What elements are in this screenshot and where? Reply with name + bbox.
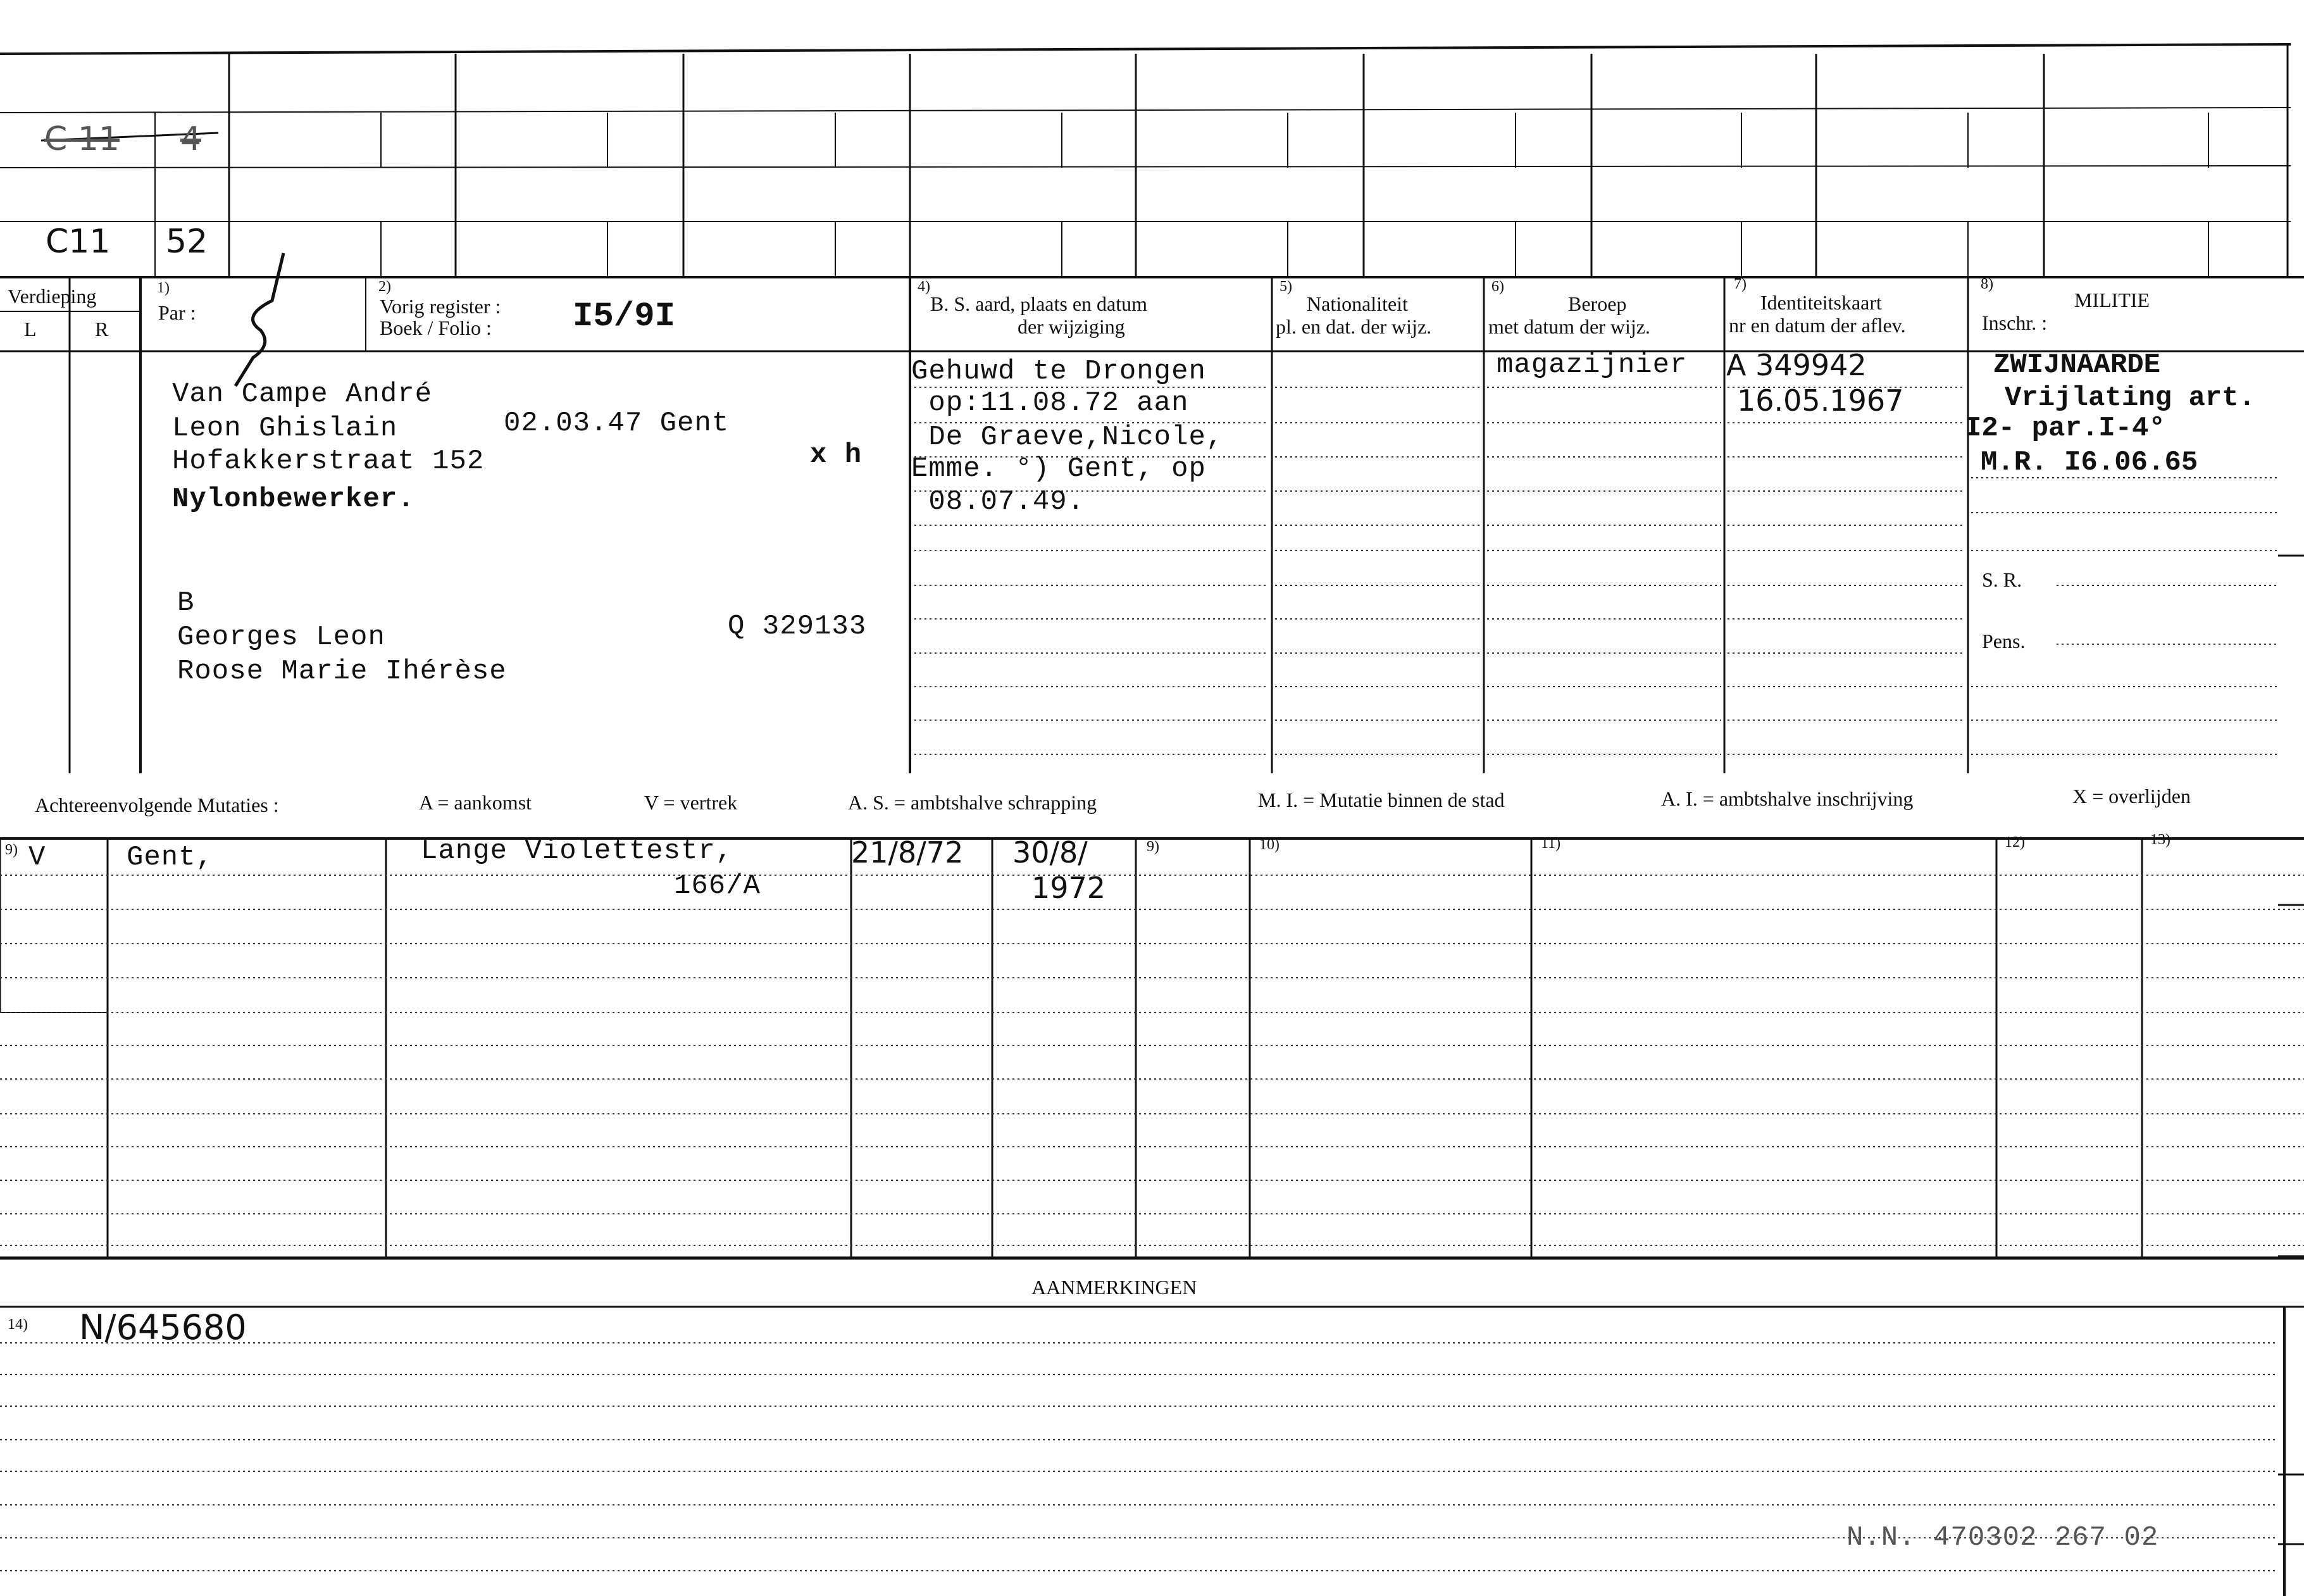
mutations-legend-title: Achtereenvolgende Mutaties : xyxy=(35,794,279,816)
civil-status-line5: 08.07.49. xyxy=(911,486,1085,518)
mutation-type-footnote: 9) xyxy=(5,842,18,858)
par-label: Par : xyxy=(158,301,196,324)
reference-number: Q 329133 xyxy=(728,611,867,642)
remarks-footnote: 14) xyxy=(8,1316,28,1333)
id-label-line1: Identiteitskaart xyxy=(1760,291,1882,314)
legend-mutatie-stad: M. I. = Mutatie binnen de stad xyxy=(1258,789,1505,811)
legend-aankomst: A = aankomst xyxy=(419,791,532,814)
bs-label-line1: B. S. aard, plaats en datum xyxy=(930,292,1148,315)
col12-footnote: 12) xyxy=(2005,834,2025,851)
verdieping-r-label: R xyxy=(95,318,109,340)
boek-folio-label: Boek / Folio : xyxy=(380,316,492,339)
militie-inschr-label: Inschr. : xyxy=(1982,311,2048,334)
militie-title: MILITIE xyxy=(2074,289,2150,311)
remarks-title: AANMERKINGEN xyxy=(1031,1276,1197,1299)
militie-sr-label: S. R. xyxy=(1982,568,2022,591)
militie-line4: M.R. I6.06.65 xyxy=(1981,447,2198,478)
civil-status-line3: De Graeve,Nicole, xyxy=(911,421,1224,453)
legend-overlijden: X = overlijden xyxy=(2072,785,2191,807)
beroep-label-line2: met datum der wijz. xyxy=(1488,315,1650,338)
militie-line3: I2- par.I-4° xyxy=(1965,413,2165,444)
nat-footnote: 5) xyxy=(1280,278,1292,295)
id-footnote: 7) xyxy=(1734,276,1747,292)
legend-ambtshalve-inschrijving: A. I. = ambtshalve inschrijving xyxy=(1661,787,1914,810)
civil-status-line1: Gehuwd te Drongen xyxy=(911,356,1206,387)
nat-label-line2: pl. en dat. der wijz. xyxy=(1276,315,1432,338)
militie-place: ZWIJNAARDE xyxy=(1993,349,2161,381)
person-address: Hofakkerstraat 152 xyxy=(172,446,485,477)
bs-label-line2: der wijziging xyxy=(1018,315,1125,338)
register-number: 52 xyxy=(166,223,208,261)
mutation-street: Lange Violettestr, xyxy=(421,835,733,867)
col9-footnote: 9) xyxy=(1147,839,1159,855)
legend-ambtshalve-schrapping: A. S. = ambtshalve schrapping xyxy=(848,791,1097,814)
father-name: Georges Leon xyxy=(177,621,385,653)
person-sex-mark: x h xyxy=(810,439,862,471)
col11-footnote: 11) xyxy=(1541,835,1561,852)
militie-line2: Vrijlating art. xyxy=(2005,382,2256,414)
nat-label-line1: Nationaliteit xyxy=(1307,292,1408,315)
mutation-date-2-line1: 30/8/ xyxy=(1012,835,1088,870)
verdieping-l-label: L xyxy=(24,318,37,340)
mother-name: Roose Marie Ihérèse xyxy=(177,656,507,687)
bs-footnote: 4) xyxy=(918,278,930,295)
id-card-date: 16.05.1967 xyxy=(1737,383,1904,418)
mutation-date-2-line2: 1972 xyxy=(1031,871,1106,905)
old-register-number: 4 xyxy=(180,120,202,158)
person-name-line1: Van Campe André xyxy=(172,378,433,410)
civil-status-line2: op:11.08.72 aan xyxy=(911,387,1189,419)
legend-vertrek: V = vertrek xyxy=(644,791,738,814)
col10-footnote: 10) xyxy=(1259,837,1280,853)
mutation-place: Gent, xyxy=(127,842,214,873)
remarks-value: N/645680 xyxy=(79,1307,247,1347)
mutation-house-number: 166/A xyxy=(674,870,761,902)
beroep-footnote: 6) xyxy=(1491,278,1504,295)
beroep-label-line1: Beroep xyxy=(1568,292,1627,315)
col13-footnote: 13) xyxy=(2150,832,2170,848)
id-card-number: A 349942 xyxy=(1726,348,1867,382)
check-mark-icon xyxy=(235,253,283,386)
mutation-type: V xyxy=(28,842,46,873)
vorig-footnote: 2) xyxy=(378,278,391,295)
par-footnote: 1) xyxy=(157,280,170,296)
militie-pens-label: Pens. xyxy=(1982,630,2026,652)
person-occupation: Nylonbewerker. xyxy=(172,483,415,515)
vorig-register-value: I5/9I xyxy=(573,297,676,336)
id-label-line2: nr en datum der aflev. xyxy=(1729,314,1906,337)
register-code: C11 xyxy=(46,223,111,261)
verdieping-label: Verdieping xyxy=(8,285,97,308)
national-number: N.N. 470302 267 02 xyxy=(1846,1522,2159,1554)
parent-code: B xyxy=(177,587,195,619)
person-name-line2: Leon Ghislain xyxy=(172,413,398,444)
mutation-date-1: 21/8/72 xyxy=(851,835,964,870)
beroep-value: magazijnier xyxy=(1497,349,1688,381)
civil-status-line4: Emme. °) Gent, op xyxy=(911,453,1206,485)
vorig-register-label: Vorig register : xyxy=(380,295,501,318)
old-register-code: C 11 xyxy=(44,120,120,158)
person-birth: 02.03.47 Gent xyxy=(504,408,730,439)
militie-footnote: 8) xyxy=(1981,276,1993,292)
